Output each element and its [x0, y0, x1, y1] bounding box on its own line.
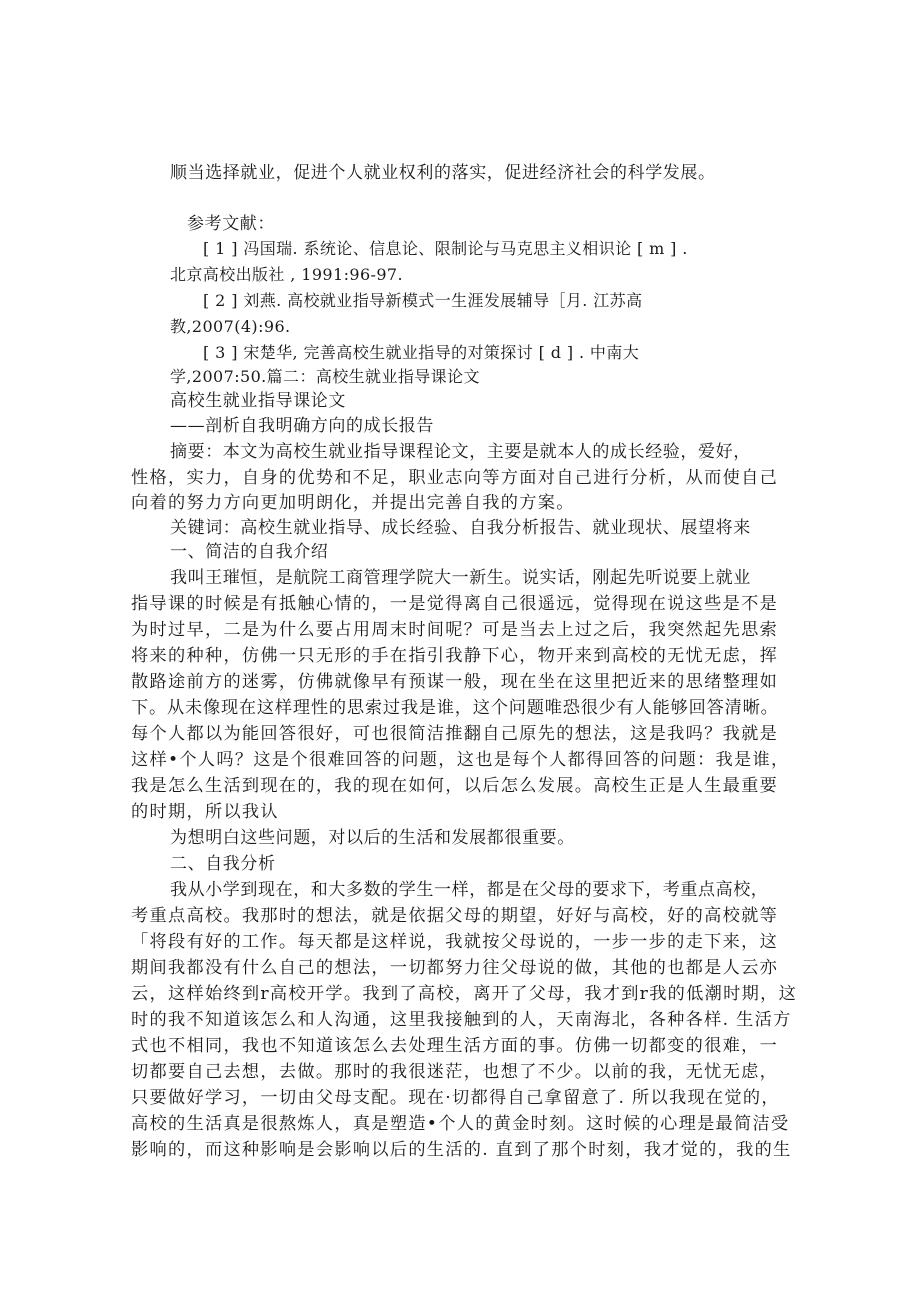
body-line: 的时期，所以我认 — [131, 802, 279, 822]
body-line: 只要做好学习，一切由父母支配。现在·切都得自己拿留意了. 所以我现在觉的， — [131, 1088, 780, 1108]
body-line: 切都要自己去想，去做。那时的我很迷茫，也想了不少。以前的我，无忧无虑， — [131, 1062, 779, 1082]
body-line: 散路途前方的迷雾，仿佛就像早有预谋一般，现在坐在这里把近来的思绪整理如 — [131, 672, 779, 692]
reference-item: [ 2 ] 刘燕. 高校就业指导新模式一生涯发展辅导［月. 江苏高 — [203, 291, 643, 310]
reference-item-cont: 北京高校出版社 , 1991:96-97. — [170, 265, 403, 284]
reference-item: [ 3 ] 宋楚华, 完善高校生就业指导的对策探讨 [ d ] . 中南大 — [203, 343, 640, 362]
reference-item-cont: 教,2007(4):96. — [170, 317, 291, 336]
reference-item-cont: 学,2007:50.篇二：高校生就业指导课论文 — [170, 367, 480, 386]
body-line: 我从小学到现在，和大多数的学生一样，都是在父母的要求下，考重点高校， — [170, 880, 769, 900]
body-line: 为想明白这些问题，对以后的生活和发展都很重要。 — [170, 828, 575, 848]
body-line: 这样•个人吗？这是个很难回答的问题，这也是每个人都得回答的问题：我是谁， — [131, 750, 790, 770]
body-line: 我是怎么生活到现在的，我的现在如何，以后怎么发展。高校生正是人生最重要 — [131, 776, 779, 796]
section-heading: 二、自我分析 — [170, 854, 276, 874]
body-line: 高校的生活真是很熬炼人，真是塑造•个人的黄金时刻。这时候的心理是最简洁受 — [131, 1114, 790, 1134]
body-line: 期间我都没有什么自己的想法，一切都努力往父母说的做，其他的也都是人云亦 — [131, 958, 779, 978]
body-line: 为时过早，二是为什么要占用周末时间呢？可是当去上过之后，我突然起先思索 — [131, 620, 779, 640]
body-line: 时的我不知道该怎么和人沟通，这里我接触到的人，天南海北，各种各样. 生活方 — [131, 1010, 792, 1030]
body-line: 下。从未像现在这样理性的思索过我是谁，这个问题唯恐很少有人能够回答清晰。 — [131, 698, 779, 718]
abstract-line: 向着的努力方向更加明朗化，并提出完善自我的方案。 — [131, 493, 575, 513]
body-line: 将来的种种，仿佛一只无形的手在指引我静下心，物开来到高校的无忧无虑，挥 — [131, 646, 779, 666]
text-line: 顺当选择就业，促进个人就业权利的落实，促进经济社会的科学发展。 — [170, 163, 716, 183]
body-line: 式也不相同，我也不知道该怎么去处理生活方面的事。仿佛一切都变的很难，一 — [131, 1036, 779, 1056]
section-heading: 一、简洁的自我介绍 — [170, 542, 329, 562]
paper-title: 高校生就业指导课论文 — [170, 391, 346, 411]
keywords-line: 关键词：高校生就业指导、成长经验、自我分析报告、就业现状、展望将来 — [170, 518, 751, 538]
body-line: 云，这样始终到r高校开学。我到了高校，离开了父母，我才到r我的低潮时期，这 — [131, 984, 798, 1004]
body-line: 我叫王璀恒，是航院工商管理学院大一新生。说实话，刚起先听说要上就业 — [170, 568, 751, 588]
paper-subtitle: ——剖析自我明确方向的成长报告 — [170, 416, 434, 436]
body-line: 「将段有好的工作。每天都是这样说，我就按父母说的，一步一步的走下来，这 — [131, 932, 779, 952]
body-line: 考重点高校。我那时的想法，就是依据父母的期望，好好与高校，好的高校就等 — [131, 906, 779, 926]
references-heading: 参考文献： — [187, 214, 275, 234]
abstract-line: 摘要：本文为高校生就业指导课程论文，主要是就本人的成长经验，爱好， — [170, 442, 751, 462]
abstract-line: 性格，实力，自身的优势和不足，职业志向等方面对自己进行分析，从而使自己 — [131, 468, 779, 488]
body-line: 每个人都以为能回答很好，可也很简洁推翻自己原先的想法，这是我吗？我就是 — [131, 724, 779, 744]
body-line: 影响的，而这种影响是会影响以后的生活的. 直到了那个时刻，我才觉的，我的生 — [131, 1140, 792, 1160]
body-line: 指导课的时候是有抵触心情的，一是觉得离自己很遥远，觉得现在说这些是不是 — [131, 594, 779, 614]
reference-item: [ 1 ] 冯国瑞. 系统论、信息论、限制论与马克思主义相识论 [ m ] . — [203, 239, 688, 258]
